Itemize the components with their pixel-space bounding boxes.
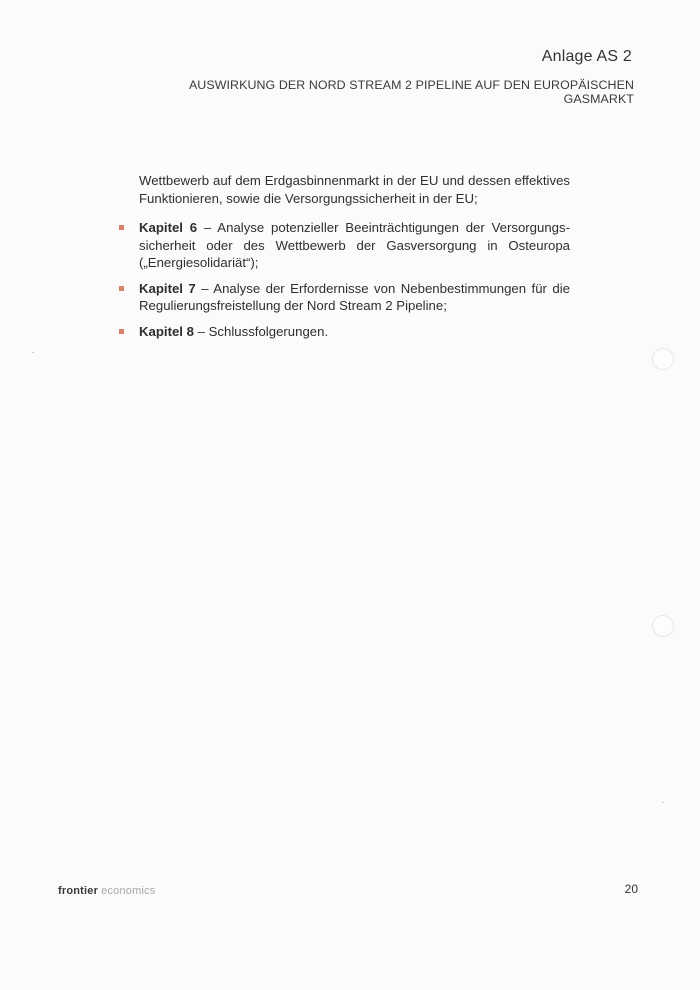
- list-item: [118, 280, 570, 315]
- square-bullet-icon: [119, 225, 124, 230]
- chapter-label: Kapitel 7: [139, 280, 196, 296]
- footer-logo: [58, 885, 156, 897]
- chapter-label: Kapitel 8: [139, 323, 194, 339]
- running-title: AUSWIRKUNG DER NORD STREAM 2 PIPELINE AUF DEN EUROPÄISCHEN GASMARKT: [188, 78, 634, 106]
- punch-hole-mark: [652, 348, 674, 370]
- scan-speck: [662, 802, 664, 803]
- chapter-label: Kapitel 6: [139, 220, 198, 235]
- footer-logo-part-2: economics: [101, 885, 156, 897]
- scan-speck: [32, 352, 34, 353]
- chapter-list: [118, 219, 570, 340]
- list-item: [118, 323, 570, 341]
- list-item: [118, 219, 570, 272]
- footer-logo-part-1: frontier: [58, 885, 99, 897]
- chapter-description: – Analyse potenzieller Beeinträchtigungen der Versorgungs-sicherheit oder des Wettbewerb der Gasversorgung in Osteuropa („Energiesolidariät“);: [139, 220, 571, 270]
- punch-hole-mark: [652, 615, 674, 637]
- body-text: [118, 172, 570, 348]
- chapter-description: – Analyse der Erfordernisse von Nebenbestimmungen für die Regulierungsfreistellung der Nord Stream 2 Pipeline;: [139, 280, 570, 313]
- square-bullet-icon: [119, 286, 124, 291]
- square-bullet-icon: [119, 329, 124, 334]
- annex-label: Anlage AS 2: [541, 48, 632, 65]
- chapter-description: – Schlussfolgerungen.: [193, 323, 329, 339]
- page-number: 20: [624, 882, 638, 896]
- continued-paragraph: Wettbewerb auf dem Erdgasbinnenmarkt in der EU und dessen effektives Funktionieren, sowie die Versorgungssicherheit in der EU;: [139, 173, 570, 206]
